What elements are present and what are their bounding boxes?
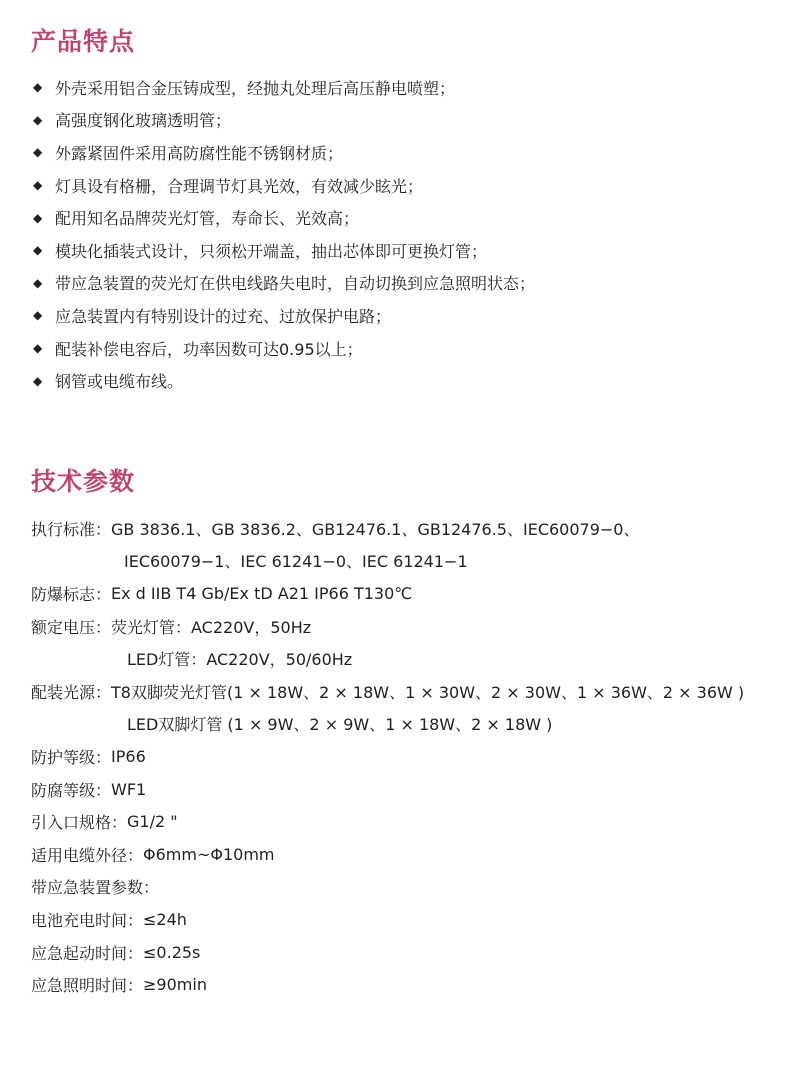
- diamond-bullet-icon: ◆: [33, 112, 43, 127]
- list-item: [33, 299, 535, 332]
- inlet-value: G1/2 ": [127, 812, 178, 832]
- diamond-bullet-icon: ◆: [33, 210, 43, 225]
- standard-value: GB 3836.1、GB 3836.2、GB12476.1、GB12476.5、IEC60079−0、: [111, 519, 640, 539]
- standard-value-cont: IEC60079−1、IEC 61241−0、IEC 61241−1: [124, 552, 468, 572]
- charge-value: ≤24h: [143, 909, 187, 929]
- light-source-t8: T8双脚荧光灯管(1 × 18W、2 × 18W、1 × 30W、2 × 30W、1 × 36W、2 × 36W ): [111, 682, 745, 702]
- lighting-value: ≥90min: [143, 975, 207, 995]
- diamond-bullet-icon: ◆: [33, 308, 43, 323]
- corrosion-value: WF1: [111, 779, 147, 799]
- diamond-bullet-icon: ◆: [33, 243, 43, 258]
- list-item: [33, 234, 535, 267]
- list-item: [33, 136, 535, 169]
- feature-text: 灯具设有格栅，合理调节灯具光效，有效减少眩光；: [55, 176, 424, 196]
- ip-value: IP66: [111, 746, 146, 766]
- list-item: [33, 104, 535, 137]
- spec-row-standard-cont: [31, 545, 744, 578]
- diamond-bullet-icon: ◆: [33, 80, 43, 95]
- standard-label: 执行标准：: [31, 519, 112, 539]
- specs-heading: 技术参数: [31, 467, 136, 496]
- spec-row-lighting: [31, 968, 744, 1001]
- spec-row-standard: [31, 512, 744, 545]
- diamond-bullet-icon: ◆: [33, 145, 43, 160]
- spec-row-inlet: [31, 805, 744, 838]
- feature-text: 外露紧固件采用高防腐性能不锈钢材质；: [55, 143, 344, 163]
- cable-value: Φ6mm~Φ10mm: [143, 844, 275, 864]
- list-item: [33, 364, 535, 397]
- specs-list: [31, 512, 744, 1001]
- spec-row-emergency: [31, 871, 744, 904]
- list-item: [33, 267, 535, 300]
- spec-row-explosion: [31, 577, 744, 610]
- feature-text: 模块化插装式设计，只须松开端盖，抽出芯体即可更换灯管；: [55, 241, 488, 261]
- explosion-label: 防爆标志：: [31, 584, 112, 604]
- spec-row-corrosion: [31, 773, 744, 806]
- ip-label: 防护等级：: [31, 747, 112, 767]
- feature-text: 应急装置内有特别设计的过充、过放保护电路；: [55, 306, 392, 326]
- voltage-value-led: LED灯管：AC220V，50/60Hz: [127, 650, 353, 670]
- list-item: [33, 169, 535, 202]
- feature-text: 外壳采用铝合金压铸成型，经抛丸处理后高压静电喷塑；: [55, 78, 456, 98]
- voltage-label: 额定电压：: [31, 617, 112, 637]
- spec-row-ip: [31, 740, 744, 773]
- spec-row-charge: [31, 903, 744, 936]
- charge-label: 电池充电时间：: [31, 910, 144, 930]
- features-heading: 产品特点: [31, 27, 136, 56]
- diamond-bullet-icon: ◆: [33, 341, 43, 356]
- spec-row-light-source: [31, 675, 744, 708]
- explosion-value: Ex d IIB T4 Gb/Ex tD A21 IP66 T130℃: [111, 583, 413, 603]
- diamond-bullet-icon: ◆: [33, 373, 43, 388]
- feature-text: 配用知名品牌荧光灯管，寿命长、光效高；: [55, 209, 360, 229]
- feature-text: 高强度钢化玻璃透明管；: [55, 111, 232, 131]
- light-source-led: LED双脚灯管 (1 × 9W、2 × 9W、1 × 18W、2 × 18W ): [127, 715, 553, 735]
- lighting-label: 应急照明时间：: [31, 976, 144, 996]
- spec-row-cable: [31, 838, 744, 871]
- spec-row-start: [31, 936, 744, 969]
- spec-row-voltage: [31, 610, 744, 643]
- feature-text: 配装补偿电容后，功率因数可达0.95以上；: [55, 339, 363, 359]
- light-source-label: 配装光源：: [31, 682, 112, 702]
- emergency-heading: 带应急装置参数：: [31, 878, 160, 898]
- list-item: [33, 332, 535, 365]
- corrosion-label: 防腐等级：: [31, 780, 112, 800]
- spec-row-voltage-led: [31, 642, 744, 675]
- list-item: [33, 71, 535, 104]
- list-item: [33, 201, 535, 234]
- start-value: ≤0.25s: [143, 942, 201, 962]
- features-list: [33, 71, 535, 397]
- voltage-value-fluorescent: 荧光灯管：AC220V，50Hz: [111, 617, 312, 637]
- spec-row-light-source-led: [31, 708, 744, 741]
- diamond-bullet-icon: ◆: [33, 275, 43, 290]
- start-label: 应急起动时间：: [31, 943, 144, 963]
- cable-label: 适用电缆外径：: [31, 845, 144, 865]
- feature-text: 钢管或电缆布线。: [55, 372, 184, 392]
- feature-text: 带应急装置的荧光灯在供电线路失电时，自动切换到应急照明状态；: [55, 274, 536, 294]
- diamond-bullet-icon: ◆: [33, 178, 43, 193]
- inlet-label: 引入口规格：: [31, 813, 128, 833]
